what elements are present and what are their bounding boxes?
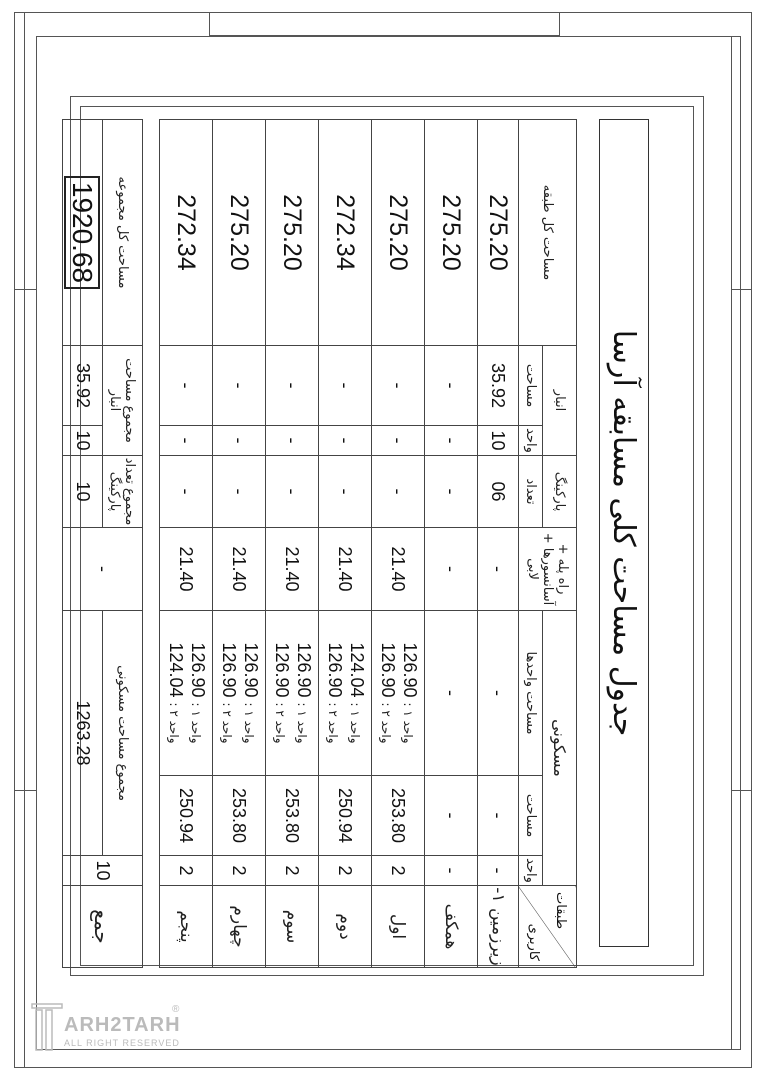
res-units: 2 (213, 856, 266, 886)
floor-name: چهارم (213, 886, 266, 968)
storage-area: - (213, 346, 266, 426)
stair-area: 21.40 (372, 528, 425, 611)
header-res-units: واحد (519, 856, 543, 886)
unit-area: 126.90 (272, 642, 292, 698)
total-res-area: 1263.28 (63, 611, 103, 856)
stair-area: 21.40 (319, 528, 372, 611)
storage-area: - (160, 346, 213, 426)
header-parking: پارکینگ (543, 456, 577, 528)
logo-brand: ARH2TARH (64, 1014, 181, 1036)
total-storage-label: مجموع مساحت انبار (103, 346, 143, 456)
unit-label: واحد ۱ : (295, 702, 309, 744)
parking-count: - (425, 456, 478, 528)
total-res-units: 10 (63, 856, 143, 886)
storage-area: - (372, 346, 425, 426)
header-storage-area: مساحت (519, 346, 543, 426)
storage-area: 35.92 (478, 346, 519, 426)
res-area: 253.80 (266, 776, 319, 856)
logo (30, 1002, 190, 1052)
header-res-area: مساحت (519, 776, 543, 856)
unit-label: واحد ۲ : (379, 702, 393, 744)
floor-name: دوم (319, 886, 372, 968)
floor-total-area: 275.20 (478, 120, 519, 346)
storage-area: - (266, 346, 319, 426)
storage-area: - (319, 346, 372, 426)
unit-area: 126.90 (188, 642, 208, 698)
unit-areas (372, 611, 425, 776)
grand-total-label: مساحت کل مجموعه (103, 120, 143, 346)
total-stair-area: - (63, 528, 143, 611)
unit-area: 126.90 (294, 642, 314, 698)
res-units: - (425, 856, 478, 886)
unit-area: 126.90 (378, 642, 398, 698)
storage-units: - (266, 426, 319, 456)
frame-divider (731, 790, 752, 791)
floor-total-area: 275.20 (266, 120, 319, 346)
res-area: 250.94 (160, 776, 213, 856)
parking-count: - (160, 456, 213, 528)
res-units: 2 (160, 856, 213, 886)
frame-divider (14, 289, 36, 290)
floor-name: زیرزمین ۱- (478, 886, 519, 968)
header-storage-units: واحد (519, 426, 543, 456)
stair-area: 21.40 (266, 528, 319, 611)
stair-area: - (425, 528, 478, 611)
header-corner (519, 886, 577, 968)
res-area: 253.80 (213, 776, 266, 856)
floor-name: همکف (425, 886, 478, 968)
storage-units: - (213, 426, 266, 456)
res-units: 2 (372, 856, 425, 886)
frame-divider (24, 12, 25, 1068)
floor-name: پنجم (160, 886, 213, 968)
unit-area: 126.90 (400, 642, 420, 698)
area-table (67, 119, 577, 966)
logo-registered-mark: ® (172, 1004, 180, 1015)
floor-name: اول (372, 886, 425, 968)
table-row (425, 120, 478, 968)
floor-total-area: 272.34 (160, 120, 213, 346)
table-row (319, 120, 372, 968)
unit-label: واحد ۱ : (189, 702, 203, 744)
unit-areas (266, 611, 319, 776)
unit-areas (160, 611, 213, 776)
header-unit-areas: مساحت واحدها (519, 611, 543, 776)
logo-rights: ALL RIGHT RESERVED (64, 1038, 180, 1048)
title-strip-frame (209, 12, 560, 36)
res-area: 250.94 (319, 776, 372, 856)
res-units: 2 (319, 856, 372, 886)
unit-area: 124.04 (347, 642, 367, 698)
grand-total-value: 1920.68 (65, 176, 101, 289)
header-residential: مسکونی (543, 611, 577, 886)
unit-label: واحد ۲ : (273, 702, 287, 744)
frame-divider (14, 790, 36, 791)
table-row (213, 120, 266, 968)
storage-units: - (425, 426, 478, 456)
totals-grid (62, 119, 143, 968)
res-area: 253.80 (372, 776, 425, 856)
unit-label: واحد ۱ : (401, 702, 415, 744)
unit-label: واحد ۱ : (242, 702, 256, 744)
frame-divider (731, 289, 752, 290)
res-units: - (478, 856, 519, 886)
unit-areas (213, 611, 266, 776)
unit-area: 124.04 (166, 642, 186, 698)
parking-count: - (266, 456, 319, 528)
header-stair (519, 528, 577, 611)
floor-total-area: 272.34 (319, 120, 372, 346)
total-parking-count: 10 (63, 456, 103, 528)
table-row (160, 120, 213, 968)
unit-area: 126.90 (241, 642, 261, 698)
header-usage: کاربری (526, 923, 542, 961)
parking-count: - (319, 456, 372, 528)
stair-area: 21.40 (213, 528, 266, 611)
floor-total-area: 275.20 (372, 120, 425, 346)
stair-area: 21.40 (160, 528, 213, 611)
floor-total-area: 275.20 (213, 120, 266, 346)
res-area: - (478, 776, 519, 856)
storage-area: - (425, 346, 478, 426)
header-parking-count: تعداد (519, 456, 543, 528)
parking-count: 06 (478, 456, 519, 528)
unit-label: واحد ۱ : (348, 702, 362, 744)
total-res-area-label: مجموع مساحت مسکونی (103, 611, 143, 856)
storage-units: - (319, 426, 372, 456)
parking-count: - (213, 456, 266, 528)
unit-label: واحد ۲ : (220, 702, 234, 744)
unit-areas: - (478, 611, 519, 776)
header-storage: انبار (543, 346, 577, 456)
total-storage-units: 10 (63, 426, 103, 456)
parking-count: - (372, 456, 425, 528)
area-table-sheet (67, 97, 649, 979)
table-row (372, 120, 425, 968)
storage-units: 10 (478, 426, 519, 456)
total-storage-area: 35.92 (63, 346, 103, 426)
storage-units: - (372, 426, 425, 456)
header-stair-text: راه پله + آسانسورها + لابی (525, 532, 570, 606)
floor-name: سوم (266, 886, 319, 968)
area-grid (159, 119, 577, 968)
header-total-area: مساحت کل طبقه (519, 120, 577, 346)
unit-area: 126.90 (219, 642, 239, 698)
totals-label: جمع (63, 886, 143, 968)
floor-total-area: 275.20 (425, 120, 478, 346)
storage-units: - (160, 426, 213, 456)
unit-label: واحد ۲ : (326, 702, 340, 744)
res-units: 2 (266, 856, 319, 886)
table-title (599, 119, 649, 947)
table-row (478, 120, 519, 968)
unit-label: واحد ۲ : (167, 702, 181, 744)
unit-area: 126.90 (325, 642, 345, 698)
table-row (266, 120, 319, 968)
table-title-text: جدول مساحت کلی مسابقه آرسا (606, 329, 642, 737)
stair-area: - (478, 528, 519, 611)
grand-total-area (63, 120, 103, 346)
res-area: - (425, 776, 478, 856)
unit-areas (319, 611, 372, 776)
unit-areas: - (425, 611, 478, 776)
frame-divider (731, 36, 732, 1050)
column-logo-icon (30, 1002, 64, 1052)
header-floors: طبقات (553, 892, 569, 930)
total-parking-label: مجموع تعداد پارکینگ (103, 456, 143, 528)
